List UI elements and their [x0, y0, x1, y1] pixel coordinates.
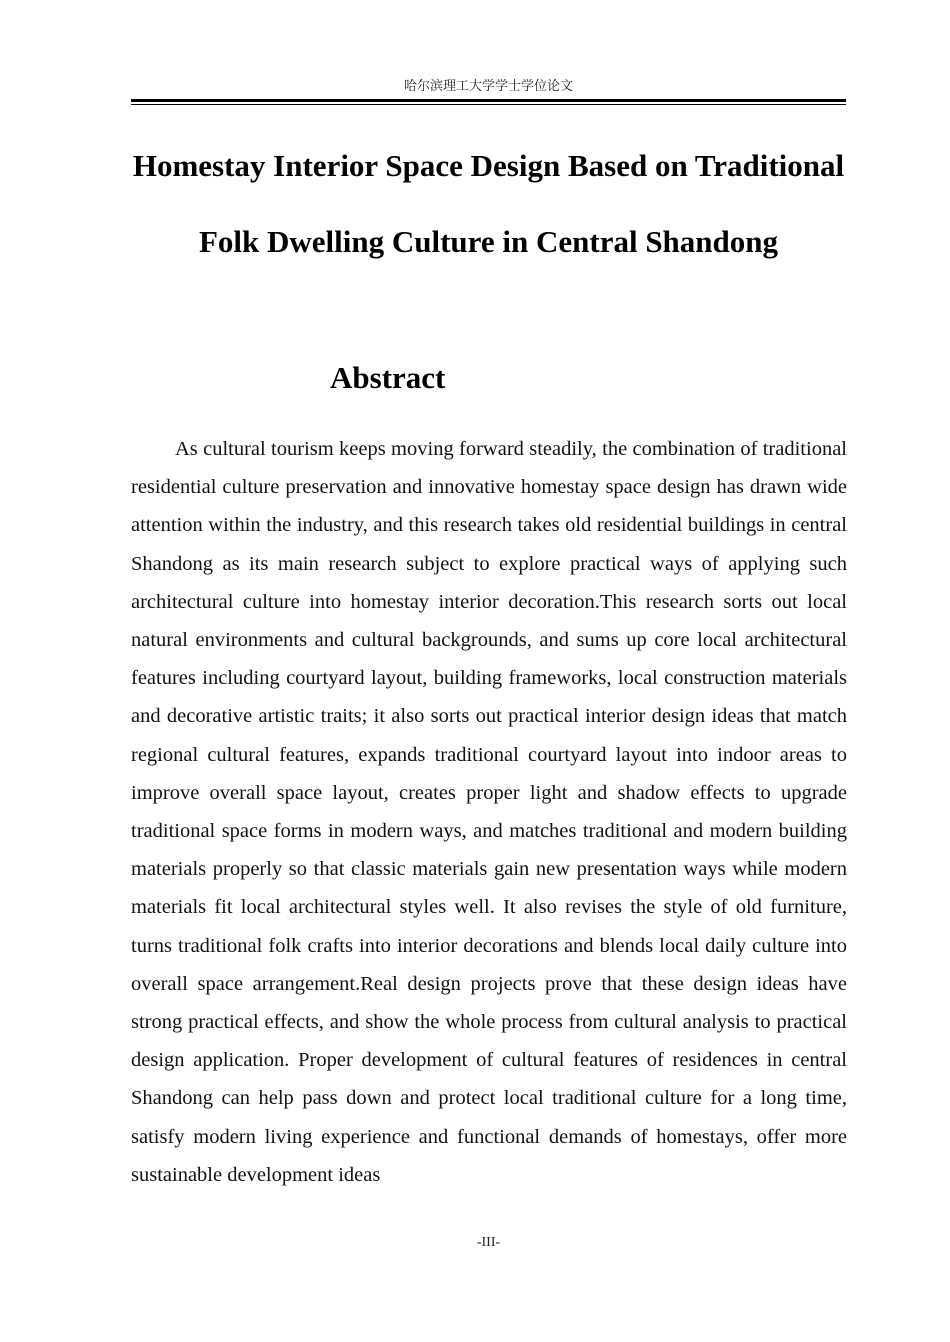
paper-title: Homestay Interior Space Design Based on Traditional Folk Dwelling Culture in Central Shandong — [132, 148, 845, 259]
header-rule-thick — [131, 99, 846, 102]
header-rule-thin — [131, 104, 846, 105]
abstract-body: As cultural tourism keeps moving forward steadily, the combination of traditional residential culture preservation and innovative homestay space design has drawn wide attention within the industry, and this research takes old residential buildings in central Shandong as its main research subject to explore practical ways of applying such architectural culture into homestay interior decoration.This research sorts out local natural environments and cultural backgrounds, and sums up core local architectural features including courtyard layout, building frameworks, local construction materials and decorative artistic traits; it also sorts out practical interior design ideas that match regional cultural features, expands traditional courtyard layout into indoor areas to improve overall space layout, creates proper light and shadow effects to upgrade traditional space forms in modern ways, and matches traditional and modern building materials properly so that classic materials gain new presentation ways while modern materials fit local architectural styles well. It also revises the style of old furniture, turns traditional folk crafts into interior decorations and blends local daily culture into overall space arrangement.Real design projects prove that these design ideas have strong practical effects, and show the whole process from cultural analysis to practical design application. Proper development of cultural features of residences in central Shandong can help pass down and protect local traditional culture for a long time, satisfy modern living experience and functional demands of homestays, offer more sustainable development ideas — [131, 438, 847, 1186]
running-header-title: 哈尔滨理工大学学士学位论文 — [403, 79, 573, 94]
abstract-heading: Abstract — [330, 360, 446, 395]
page-number: -III- — [476, 1235, 501, 1250]
